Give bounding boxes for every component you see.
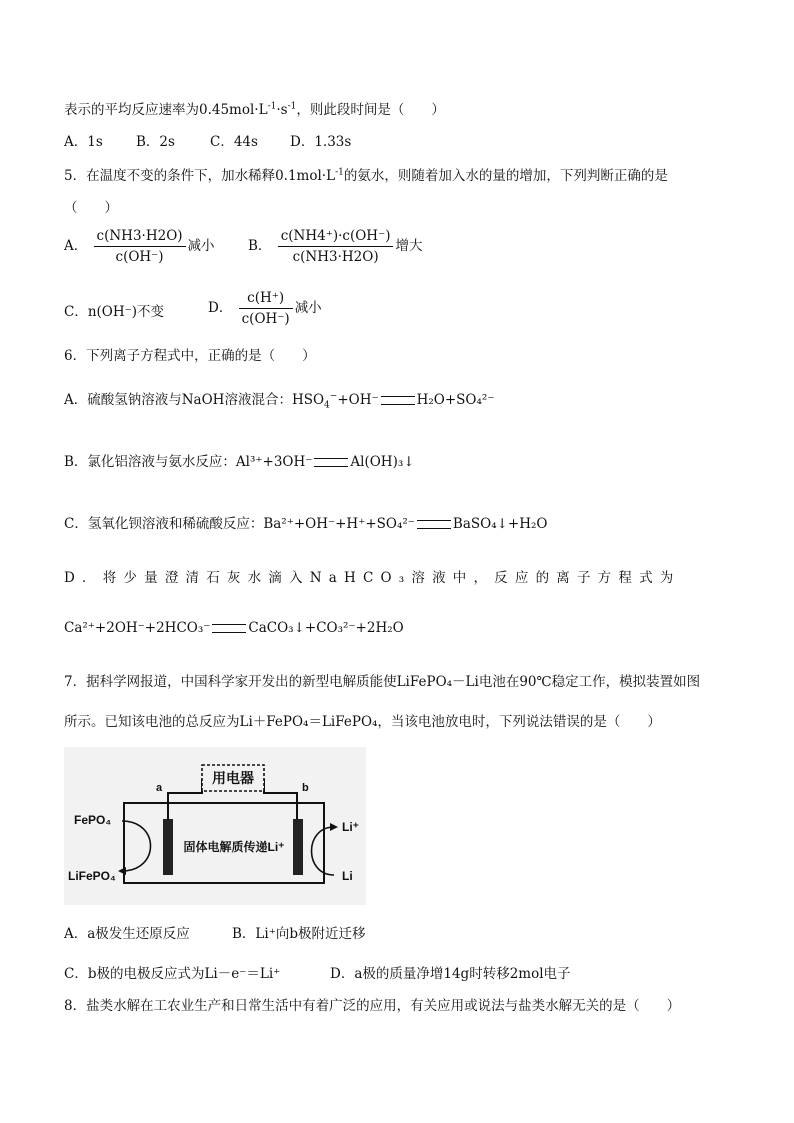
electrode-a-label: a [156,782,163,794]
left-arrowhead [118,867,126,875]
q7-stem-line2: 所示。已知该电池的总反应为Li＋FePO₄＝LiFePO₄，当该电池放电时，下列说法错误的是（ ） [64,714,661,730]
right-reaction-arrow [312,827,335,875]
q5-a-fraction: $\frac{c(NH3\cdot H2O)}{c(OH^-)}$ [94,228,186,265]
electrode-a [163,819,173,875]
q6-option-d-line1: D．将少量澄清石灰水滴入NaHCO₃溶液中，反应的离子方程式为 [64,570,681,586]
q7-option-c: C．b极的电极反应式为Li－e⁻＝Li⁺ D．a极的质量净增14g时转移2mol电子 [64,966,571,982]
q5-b-fraction: $\frac{c(NH4^+)\cdot c(OH^-)}{c(NH3\cdot H2O)}$ [278,228,394,265]
li-ion-label: Li⁺ [342,820,359,834]
q4-option-a: A．1s [64,134,103,150]
lifepo4-label: LiFePO₄ [68,869,116,883]
q5-option-b: B． $\frac{c(NH4^+)\cdot c(OH^-)}{c(NH3\cdot H2O)}$ 增大 [248,228,423,265]
q5-option-a: A． $\frac{c(NH3\cdot H2O)}{c(OH^-)}$ 减小 [64,228,215,265]
battery-diagram-svg [64,747,366,905]
left-reaction-arrow [122,821,151,871]
electrode-b [293,819,303,875]
electrolyte-label: 固体电解质传递Li⁺ [183,840,285,854]
q4-options [64,132,351,152]
electrode-b-label: b [302,782,309,794]
q4-option-d: D．1.33s [290,134,352,150]
fepo4-label: FePO₄ [74,813,112,827]
li-label: Li [342,869,353,883]
q7-option-a: A．a极发生还原反应 B．Li⁺向b极附近迁移 [64,926,366,942]
q6-option-d-line2: Ca²⁺+2OH⁻+2HCO₃⁻ CaCO₃↓+CO₃²⁻+2H₂O [64,620,404,636]
equals-arrow [314,458,348,467]
q4-option-b: B．2s [136,134,175,150]
q7-option-b: B．Li⁺向b极附近迁移 [232,926,366,942]
q8-stem: 8．盐类水解在工农业生产和日常生活中有着广泛的应用，有关应用或说法与盐类水解无关的是（ ） [64,998,681,1014]
q6-option-c: C．氢氧化钡溶液和稀硫酸反应：Ba²⁺+OH⁻+H⁺+SO₄²⁻ BaSO₄↓+H₂O [64,516,548,532]
device-label: 用电器 [212,770,254,786]
equals-arrow [212,624,246,633]
q5-option-c: C．n(OH⁻)不变 [64,304,165,320]
q5-paren: （ ） [64,200,118,216]
battery-diagram [64,747,366,905]
right-arrowhead [330,823,338,831]
q5-option-d: D． $\frac{c(H^+)}{c(OH^-)}$ 减小 [208,290,322,327]
q6-option-b: B．氯化铝溶液与氨水反应：Al³⁺+3OH⁻ Al(OH)₃↓ [64,454,415,470]
q5-stem: 5．在温度不变的条件下，加水稀释$0.1mol\cdot L^{-1}$的氨水，则随着加入水的量的增加，下列判断正确的是 [64,167,668,184]
q6-stem: 6．下列离子方程式中，正确的是（ ） [64,348,316,364]
equals-arrow [417,520,451,529]
equals-arrow [381,396,415,405]
q4-option-c: C．44s [210,134,258,150]
q6-option-a: A．硫酸氢钠溶液与NaOH溶液混合：$HSO_4^-+OH^-$ H₂O+SO₄²⁻ [64,391,495,411]
q5-d-fraction: $\frac{c(H^+)}{c(OH^-)}$ [239,290,293,327]
q7-stem-line1: 7．据科学网报道，中国科学家开发出的新型电解质能使LiFePO₄－Li电池在90℃稳定工作，模拟装置如图 [64,674,701,690]
q4-stem: 表示的平均反应速率为$0.45mol\cdot L^{-1}\cdot s^{-1}$，则此段时间是（ ） [64,101,445,118]
q7-option-d: D．a极的质量净增14g时转移2mol电子 [330,966,571,982]
